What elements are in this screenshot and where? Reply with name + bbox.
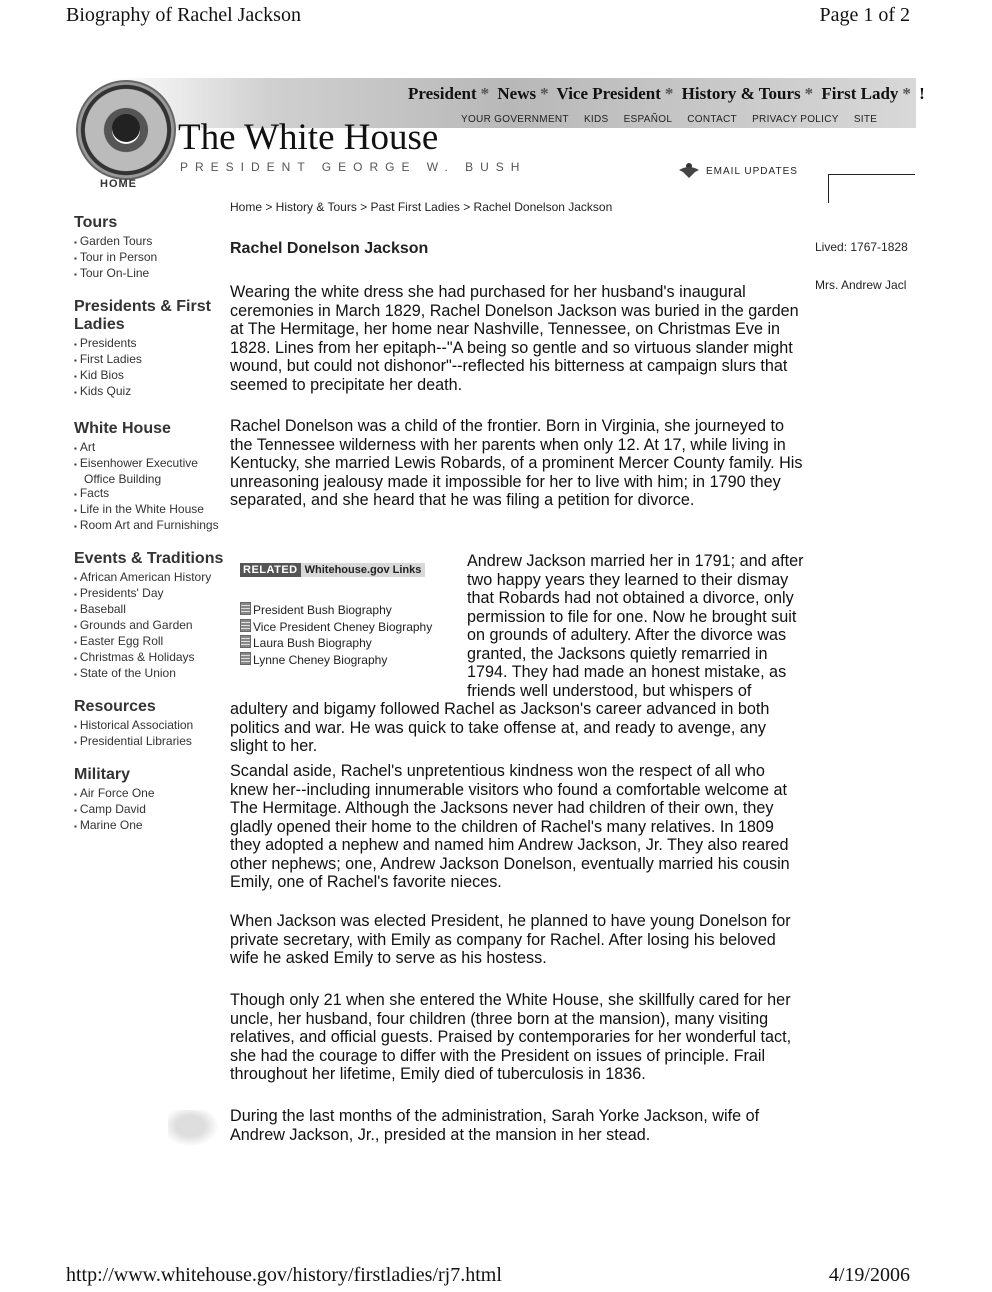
float-spacer (230, 552, 467, 697)
sidebar-heading[interactable]: White House (74, 420, 171, 437)
sidebar-item-tour-online[interactable]: ▪ Tour On-Line (74, 266, 224, 282)
sidebar-item-first-ladies[interactable]: ▪ First Ladies (74, 352, 224, 368)
nav-history-tours[interactable]: History & Tours (681, 84, 801, 103)
subnav-kids[interactable]: KIDS (583, 114, 609, 125)
home-link[interactable]: HOME (100, 178, 137, 190)
bio-paragraph: Wearing the white dress she had purchased for her husband's inaugural ceremonies in March 1829, Rachel Donelson Jackson was buried in the garden at The Hermitage, her home near Nashville, Tennessee, on Christmas Eve in 1828. Lines from her epitaph--"A being so gentle and so virtuous slander might wound, but could not dishonor"--reflected his bitterness at campaign slurs that seemed to precipitate her death. (230, 283, 799, 394)
sidebar-item-kid-bios[interactable]: ▪ Kid Bios (74, 368, 224, 384)
sidebar-item-garden-tours[interactable]: ▪ Garden Tours (74, 234, 224, 250)
related-link-label[interactable]: Vice President Cheney Biography (253, 619, 433, 634)
sidebar-item-eeob[interactable]: ▪ Eisenhower Executive Office Building (74, 456, 224, 486)
sidebar-item-facts[interactable]: ▪ Facts (74, 486, 224, 502)
sidebar-heading[interactable]: Events & Traditions (74, 550, 224, 567)
related-link-label[interactable]: President Bush Biography (253, 603, 392, 617)
bio-paragraph: Scandal aside, Rachel's unpretentious kindness won the respect of all who knew her--including innumerable visitors who found a comfortable welcome at The Hermitage. Although the Jacksons never had children of their own, they gladly opened their home to the children of Rachel's many relatives. In 1809 they adopted a nephew and named him Andrew Jackson, Jr. They also reared other nephews; one, Andrew Jackson Donelson, eventually married his cousin Emily, one of Rachel's favorite nieces. (230, 762, 790, 891)
sidebar-section-events (74, 550, 224, 682)
print-footer (0, 1264, 992, 1290)
sidebar-item-christmas-holidays[interactable]: ▪ Christmas & Holidays (74, 650, 224, 666)
top-nav: President * News * Vice President * History & Tours * First Lady * ! (408, 84, 925, 103)
subnav-privacy-policy[interactable]: PRIVACY POLICY (752, 114, 839, 125)
sidebar-item-room-art[interactable]: ▪ Room Art and Furnishings (74, 518, 224, 534)
search-input[interactable] (828, 174, 915, 203)
site-banner (66, 78, 925, 196)
sidebar-section-tours (74, 214, 224, 282)
presidential-seal-icon[interactable] (76, 80, 176, 180)
sidebar-item-art[interactable]: ▪ Art (74, 440, 224, 456)
sidebar-section-resources (74, 698, 224, 750)
bio-paragraph: When Jackson was elected President, he planned to have young Donelson for private secretary, with Emily as company for Rachel. After losing his beloved wife he asked Emily to serve as his hostess. (230, 912, 791, 967)
sidebar-item-historical-association[interactable]: ▪ Historical Association (74, 718, 224, 734)
sidebar-item-baseball[interactable]: ▪ Baseball (74, 602, 224, 618)
related-link-label[interactable]: Laura Bush Biography (253, 636, 372, 650)
related-link-label[interactable]: Lynne Cheney Biography (253, 652, 388, 667)
sidebar-item-easter-egg-roll[interactable]: ▪ Easter Egg Roll (74, 634, 224, 650)
nav-vice-president[interactable]: Vice President (556, 84, 661, 103)
sidebar-item-african-american-history[interactable]: ▪ African American History (74, 570, 224, 586)
sidebar-item-presidents-day[interactable]: ▪ Presidents' Day (74, 586, 224, 602)
wrap-paragraph-container (230, 552, 805, 756)
page-title: Rachel Donelson Jackson (230, 240, 429, 257)
sidebar-item-air-force-one[interactable]: ▪ Air Force One (74, 786, 224, 802)
site-subtitle: PRESIDENT GEORGE W. BUSH (180, 160, 527, 174)
sidebar-item-presidents[interactable]: ▪ Presidents (74, 336, 224, 352)
sidebar-item-state-of-union[interactable]: ▪ State of the Union (74, 666, 224, 682)
bio-paragraph: During the last months of the administration, Sarah Yorke Jackson, wife of Andrew Jackson, Jr., presided at the mansion in her stead. (230, 1107, 760, 1144)
related-badge: RELATED (240, 563, 301, 577)
sidebar-heading[interactable]: Resources (74, 698, 156, 715)
nav-first-lady[interactable]: First Lady (821, 84, 899, 103)
sub-nav (461, 114, 889, 125)
print-date: 4/19/2006 (828, 1264, 910, 1286)
spouse-caption: Mrs. Andrew Jacl (815, 278, 907, 292)
related-site-label: Whitehouse.gov Links (301, 563, 426, 577)
print-url: http://www.whitehouse.gov/history/firstladies/rj7.html (66, 1264, 502, 1286)
nav-president[interactable]: President (408, 84, 477, 103)
sidebar-section-presidents (74, 298, 224, 400)
nav-news[interactable]: News (497, 84, 537, 103)
subnav-espanol[interactable]: ESPAÑOL (623, 114, 673, 125)
print-header (0, 2, 992, 28)
sidebar-heading[interactable]: Military (74, 766, 131, 783)
subnav-your-government[interactable]: YOUR GOVERNMENT (461, 114, 569, 125)
sidebar-item-presidential-libraries[interactable]: ▪ Presidential Libraries (74, 734, 224, 750)
breadcrumb[interactable]: Home > History & Tours > Past First Ladies > Rachel Donelson Jackson (230, 200, 613, 214)
email-updates-link[interactable]: EMAIL UPDATES (706, 166, 798, 177)
sidebar-item-tour-in-person[interactable]: ▪ Tour in Person (74, 250, 224, 266)
sidebar-item-life[interactable]: ▪ Life in the White House (74, 502, 224, 518)
bio-paragraph: Rachel Donelson was a child of the frontier. Born in Virginia, she journeyed to the Tennessee wilderness with her parents when only 12. At 17, while living in Kentucky, she married Lewis Robards, of a prominent Mercer County family. His unreasoning jealousy made it impossible for her to live with him; in 1790 they separated, and she heard that he was filing a petition for divorce. (230, 417, 803, 509)
sidebar (74, 214, 224, 850)
print-page-label: Page 1 of 2 (819, 4, 910, 26)
sidebar-heading[interactable]: Tours (74, 214, 118, 231)
sidebar-item-camp-david[interactable]: ▪ Camp David (74, 802, 224, 818)
sidebar-section-military (74, 766, 224, 834)
bio-paragraph: Though only 21 when she entered the White House, she skillfully cared for her uncle, her husband, four children (three born at the mansion), many visiting relatives, and official guests. Praised by contemporaries for her wonderful tact, she had the courage to differ with the President on issues of principle. Frail throughout her lifetime, Emily died of tuberculosis in 1836. (230, 991, 792, 1083)
sidebar-item-marine-one[interactable]: ▪ Marine One (74, 818, 224, 834)
sidebar-item-kids-quiz[interactable]: ▪ Kids Quiz (74, 384, 224, 400)
scan-smudge (168, 1110, 224, 1150)
subnav-site[interactable]: SITE (853, 114, 878, 125)
eagle-icon (678, 160, 700, 182)
bio-paragraph: Andrew Jackson married her in 1791; and after two happy years they learned to their dismay that Robards had not obtained a divorce, only permission to file for one. Now he brought suit on grounds of adultery. After the divorce was granted, the Jacksons quietly remarried in 1794. They had made an honest mistake, as friends well understood, but whispers of adultery and bigamy followed Rachel as Jackson's career advanced in both politics and war. He was quick to take offense at, and ready to avenge, any slight to her. (230, 552, 804, 755)
subnav-contact[interactable]: CONTACT (687, 114, 737, 125)
nav-more[interactable]: ! (919, 84, 925, 103)
site-title[interactable]: The White House (178, 117, 439, 158)
print-doc-title: Biography of Rachel Jackson (66, 4, 301, 26)
lived-dates: Lived: 1767-1828 (815, 240, 908, 254)
sidebar-item-grounds-garden[interactable]: ▪ Grounds and Garden (74, 618, 224, 634)
sidebar-section-white-house (74, 420, 224, 534)
sidebar-heading[interactable]: Presidents & First Ladies (74, 298, 211, 333)
